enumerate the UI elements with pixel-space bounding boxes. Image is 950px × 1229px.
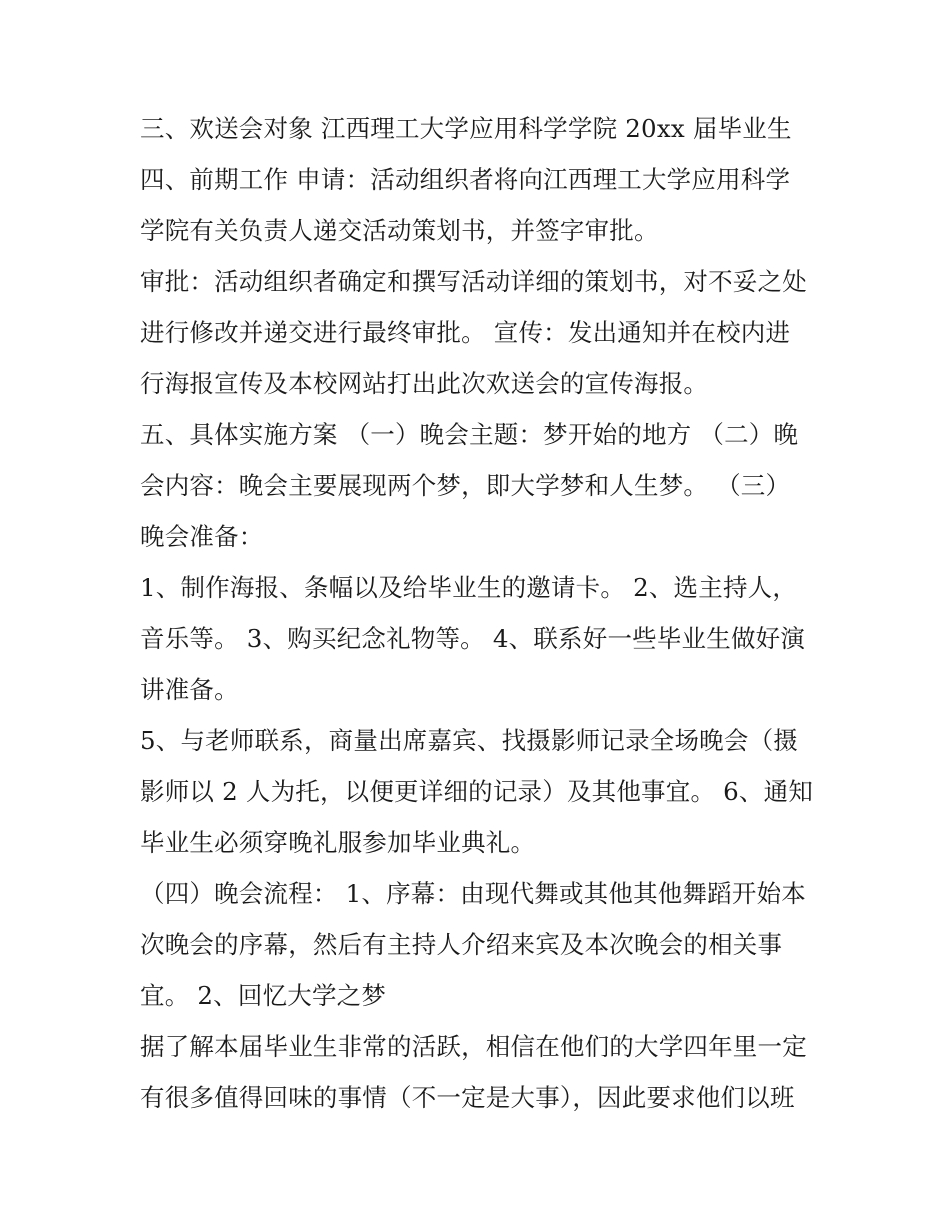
text-line: 1、制作海报、条幅以及给毕业生的邀请卡。 2、选主持人， bbox=[140, 573, 798, 602]
text-line: 5、与老师联系，商量出席嘉宾、找摄影师记录全场晚会（摄 bbox=[140, 726, 798, 755]
text-line: 影师以 2 人为托，以便更详细的记录）及其他事宜。 6、通知 bbox=[140, 777, 814, 806]
text-line: 学院有关负责人递交活动策划书，并签字审批。 bbox=[140, 216, 659, 245]
text-line: 据了解本届毕业生非常的活跃，相信在他们的大学四年里一定 bbox=[140, 1032, 807, 1061]
text-line: 宜。 2、回忆大学之梦 bbox=[140, 981, 387, 1010]
text-line: 会内容：晚会主要展现两个梦，即大学梦和人生梦。 （三） bbox=[140, 471, 791, 500]
text-line: 音乐等。 3、购买纪念礼物等。 4、联系好一些毕业生做好演 bbox=[140, 624, 806, 653]
text-line: 次晚会的序幕，然后有主持人介绍来宾及本次晚会的相关事 bbox=[140, 930, 783, 959]
text-line: 审批：活动组织者确定和撰写活动详细的策划书，对不妥之处 bbox=[140, 267, 807, 296]
text-line: 四、前期工作 申请：活动组织者将向江西理工大学应用科学 bbox=[140, 165, 791, 194]
text-line: 行海报宣传及本校网站打出此次欢送会的宣传海报。 bbox=[140, 369, 709, 398]
text-line: 五、具体实施方案 （一）晚会主题：梦开始的地方 （二）晚 bbox=[140, 420, 799, 449]
text-line: 毕业生必须穿晚礼服参加毕业典礼。 bbox=[140, 828, 536, 857]
text-line: （四）晚会流程： 1、序幕：由现代舞或其他其他舞蹈开始本 bbox=[140, 879, 806, 908]
text-line: 讲准备。 bbox=[140, 675, 239, 704]
text-line: 进行修改并递交进行最终审批。 宣传：发出通知并在校内进 bbox=[140, 318, 791, 347]
text-line: 有很多值得回味的事情（不一定是大事），因此要求他们以班 bbox=[140, 1083, 795, 1112]
text-line: 晚会准备： bbox=[140, 522, 264, 551]
text-line: 三、欢送会对象 江西理工大学应用科学学院 20xx 届毕业生 bbox=[140, 114, 792, 143]
